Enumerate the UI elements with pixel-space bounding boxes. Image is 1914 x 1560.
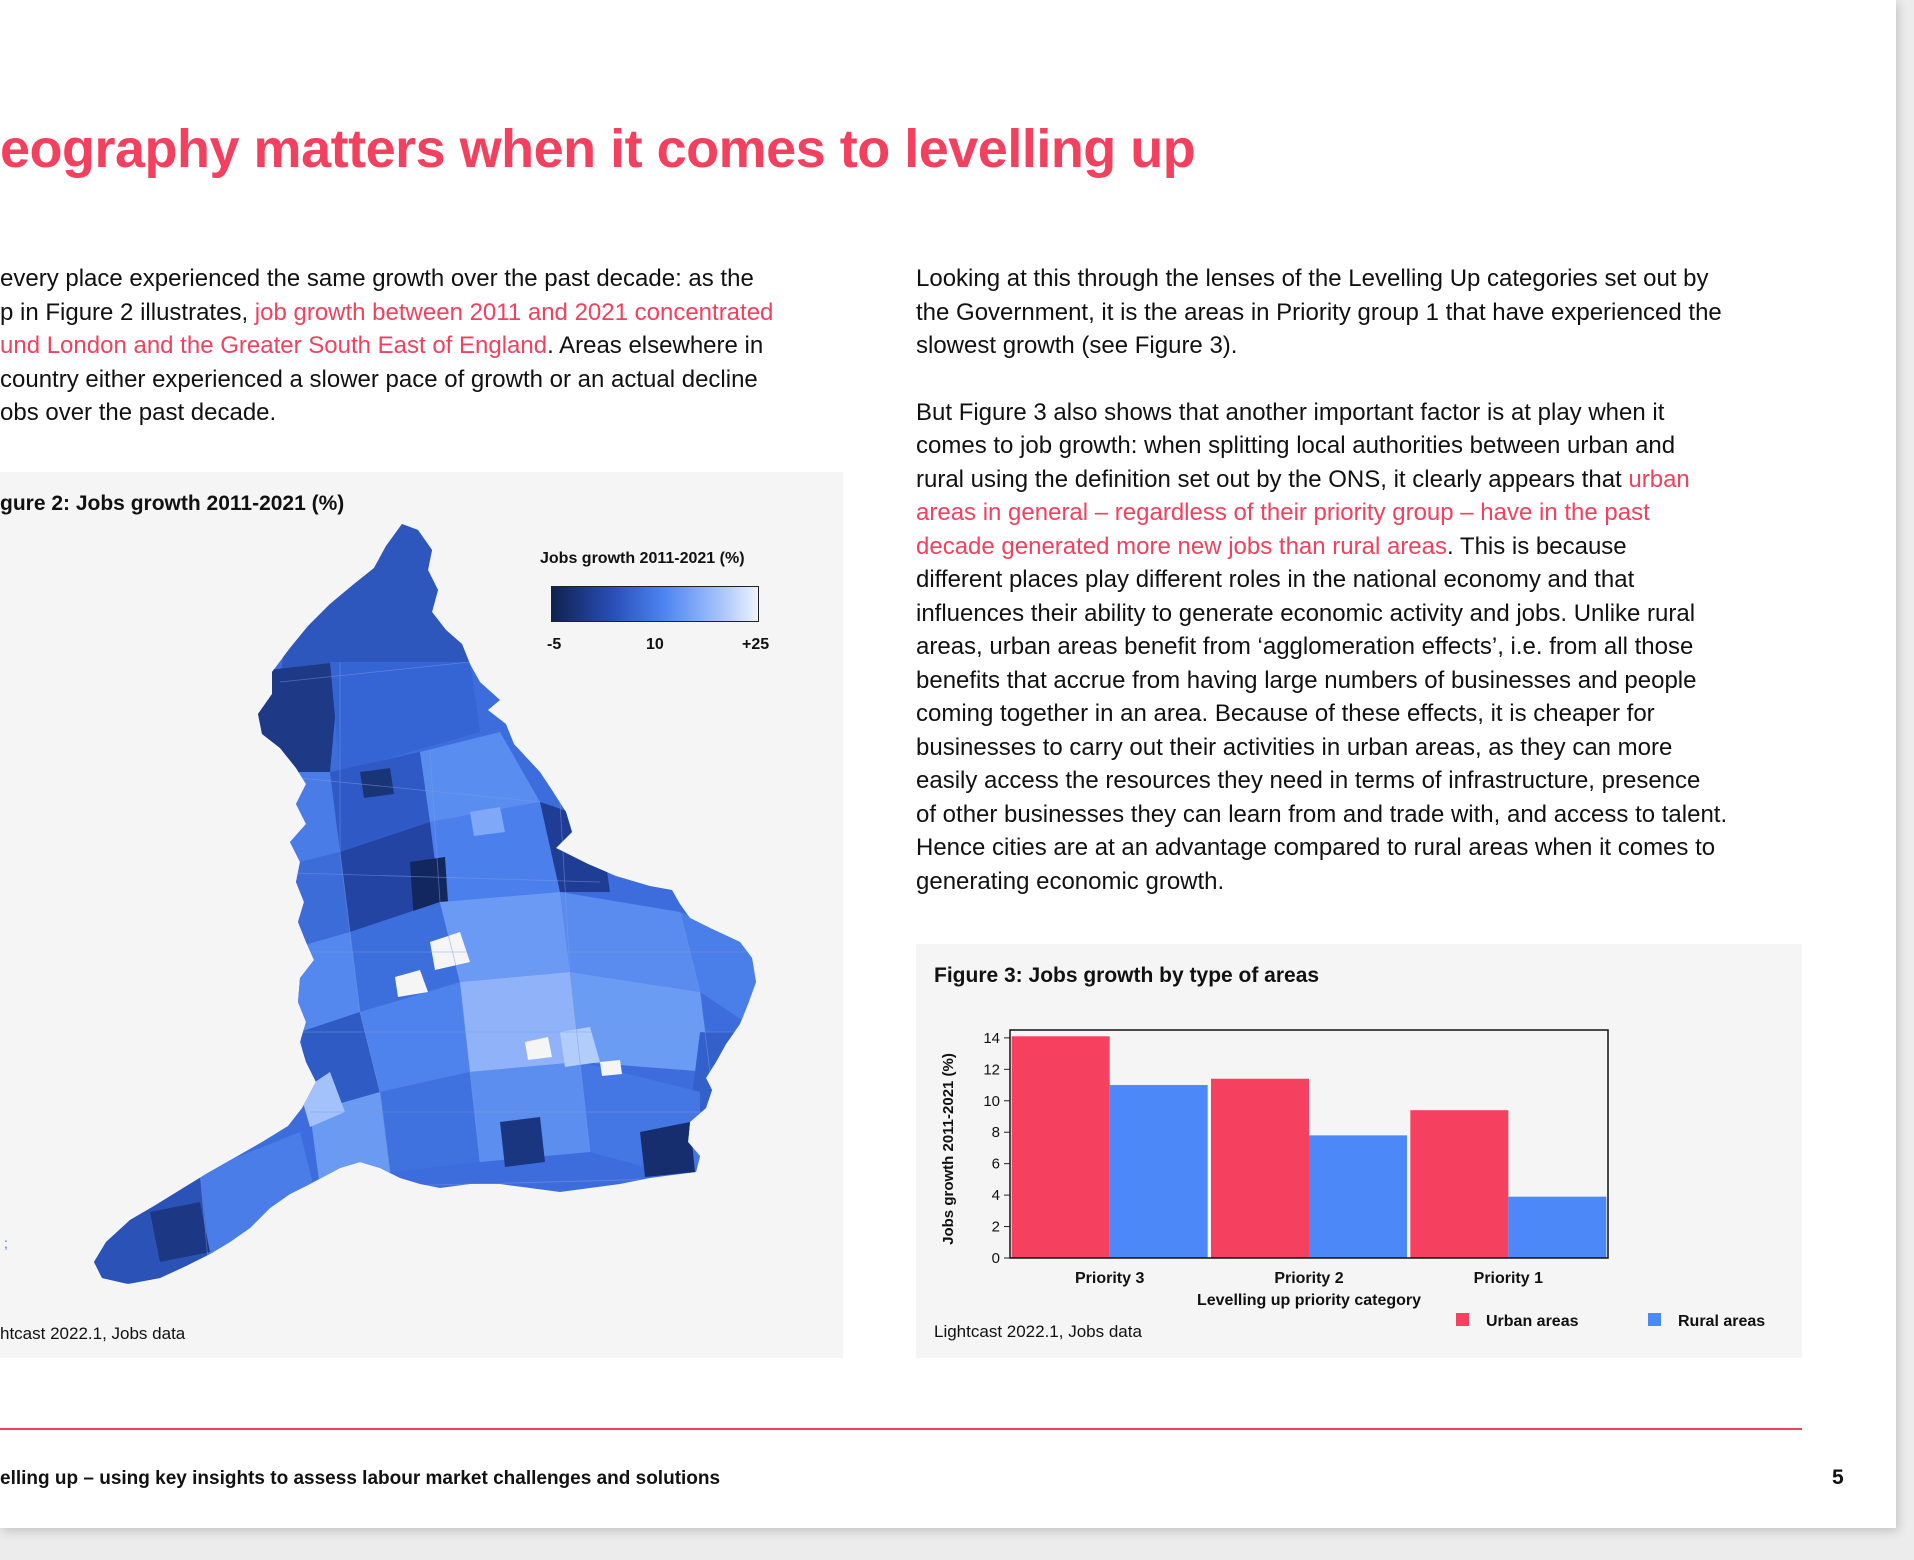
page-number: 5 <box>1832 1466 1844 1489</box>
text-line <box>0 296 773 330</box>
legend-label: Rural areas <box>1678 1313 1766 1330</box>
body-text: obs over the past decade. <box>0 399 277 426</box>
text-line <box>0 363 773 397</box>
body-text: rural using the definition set out by the ONS, it clearly appears that <box>916 465 1629 493</box>
body-text: businesses to carry out their activities in urban areas, as they can more <box>916 733 1673 761</box>
y-tick-label: 14 <box>983 1029 1000 1047</box>
body-text: country either experienced a slower pace of growth or an actual decline <box>0 365 758 393</box>
x-tick-label: Priority 2 <box>1274 1270 1344 1287</box>
text-line <box>916 798 1727 832</box>
y-tick-label: 12 <box>983 1061 1000 1079</box>
text-line <box>0 262 773 296</box>
text-line <box>916 865 1727 899</box>
text-line <box>916 530 1727 564</box>
footer-title: elling up – using key insights to assess labour market challenges and solutions <box>0 1468 721 1489</box>
figure-2-map <box>0 472 843 1358</box>
y-tick-label: 10 <box>983 1092 1000 1110</box>
body-text: different places play different roles in the national economy and that <box>916 566 1635 593</box>
body-text: . This is because <box>1447 532 1627 560</box>
page-title: eography matters when it comes to levelling up <box>0 119 1196 179</box>
text-line <box>916 563 1727 597</box>
bar-urban-areas <box>1012 1036 1110 1258</box>
x-axis-label: Levelling up priority category <box>1196 1292 1422 1309</box>
y-tick-label: 4 <box>991 1187 1000 1205</box>
body-text: every place experienced the same growth over the past decade: as the <box>0 265 754 292</box>
text-line <box>916 463 1727 497</box>
figure-3-chart <box>916 944 1802 1358</box>
right-paragraph-2 <box>916 396 1727 899</box>
text-line <box>916 664 1727 698</box>
svg-text:;: ; <box>4 1235 8 1251</box>
text-line <box>916 429 1727 463</box>
text-line <box>916 597 1727 631</box>
body-text: p in Figure 2 illustrates, <box>0 298 255 326</box>
bar-urban-areas <box>1211 1079 1309 1258</box>
highlighted-text: und London and the Greater South East of England <box>0 332 548 359</box>
text-line <box>916 396 1727 430</box>
legend-swatch-urban-areas <box>1456 1313 1469 1326</box>
bar-chart <box>916 944 1802 1358</box>
text-line <box>916 630 1727 664</box>
y-tick-label: 6 <box>991 1155 1000 1173</box>
text-line <box>916 764 1727 798</box>
legend-swatch-rural-areas <box>1648 1313 1661 1326</box>
body-text: Hence cities are at an advantage compared to rural areas when it comes to <box>916 834 1716 861</box>
bar-rural-areas <box>1110 1085 1208 1258</box>
figure-2-title: gure 2: Jobs growth 2011-2021 (%) <box>0 492 345 515</box>
body-text: coming together in an area. Because of these effects, it is cheaper for <box>916 700 1655 727</box>
highlighted-text: job growth between 2011 and 2021 concentrated <box>254 298 774 326</box>
map-legend-tick-mid: 10 <box>646 636 664 653</box>
map-legend-color-scale <box>551 586 759 622</box>
highlighted-text: decade generated more new jobs than rural areas <box>916 532 1447 560</box>
figure-3-source: Lightcast 2022.1, Jobs data <box>934 1322 1142 1341</box>
body-text: influences their ability to generate economic activity and jobs. Unlike rural <box>916 599 1696 627</box>
y-tick-label: 8 <box>991 1124 1000 1142</box>
text-line <box>0 329 773 363</box>
body-text: But Figure 3 also shows that another important factor is at play when it <box>916 398 1665 426</box>
text-line: slowest growth (see Figure 3). <box>916 332 1238 359</box>
y-axis-label: Jobs growth 2011-2021 (%) <box>940 1053 957 1245</box>
figure-3-title: Figure 3: Jobs growth by type of areas <box>934 964 1320 987</box>
body-text: comes to job growth: when splitting local authorities between urban and <box>916 432 1676 459</box>
legend-label: Urban areas <box>1486 1313 1579 1330</box>
x-tick-label: Priority 3 <box>1074 1270 1145 1287</box>
x-tick-label: Priority 1 <box>1473 1270 1544 1287</box>
text-line <box>916 831 1727 865</box>
highlighted-text: areas in general – regardless of their priority group – have in the past <box>916 499 1650 526</box>
text-line <box>916 496 1727 530</box>
highlighted-text: urban <box>1628 465 1690 493</box>
bar-urban-areas <box>1410 1110 1508 1258</box>
y-tick-label: 2 <box>991 1218 1000 1236</box>
text-line <box>0 396 773 430</box>
right-paragraph-1 <box>916 262 1727 363</box>
map-legend-tick-max: +25 <box>742 636 770 653</box>
body-text: easily access the resources they need in terms of infrastructure, presence <box>916 767 1701 794</box>
body-text: areas, urban areas benefit from ‘agglomeration effects’, i.e. from all those <box>916 633 1694 660</box>
map-legend-tick-min: -5 <box>547 636 562 653</box>
left-paragraph-1 <box>0 262 773 430</box>
y-tick-label: 0 <box>991 1250 1000 1267</box>
text-line <box>916 697 1727 731</box>
map-legend-title: Jobs growth 2011-2021 (%) <box>540 550 745 567</box>
right-column <box>916 262 1727 898</box>
figure-2-source: htcast 2022.1, Jobs data <box>0 1324 186 1343</box>
bar-rural-areas <box>1309 1135 1407 1258</box>
left-column <box>0 262 773 430</box>
text-line: the Government, it is the areas in Priority group 1 that have experienced the <box>916 298 1722 326</box>
text-line: Looking at this through the lenses of the Levelling Up categories set out by <box>916 265 1709 292</box>
body-text: benefits that accrue from having large numbers of businesses and people <box>916 666 1697 694</box>
body-text: generating economic growth. <box>916 867 1225 895</box>
bar-rural-areas <box>1508 1197 1606 1258</box>
text-line <box>916 731 1727 765</box>
body-text: of other businesses they can learn from and trade with, and access to talent. <box>916 800 1728 828</box>
footer-divider <box>0 1428 1802 1430</box>
body-text: . Areas elsewhere in <box>547 332 764 359</box>
